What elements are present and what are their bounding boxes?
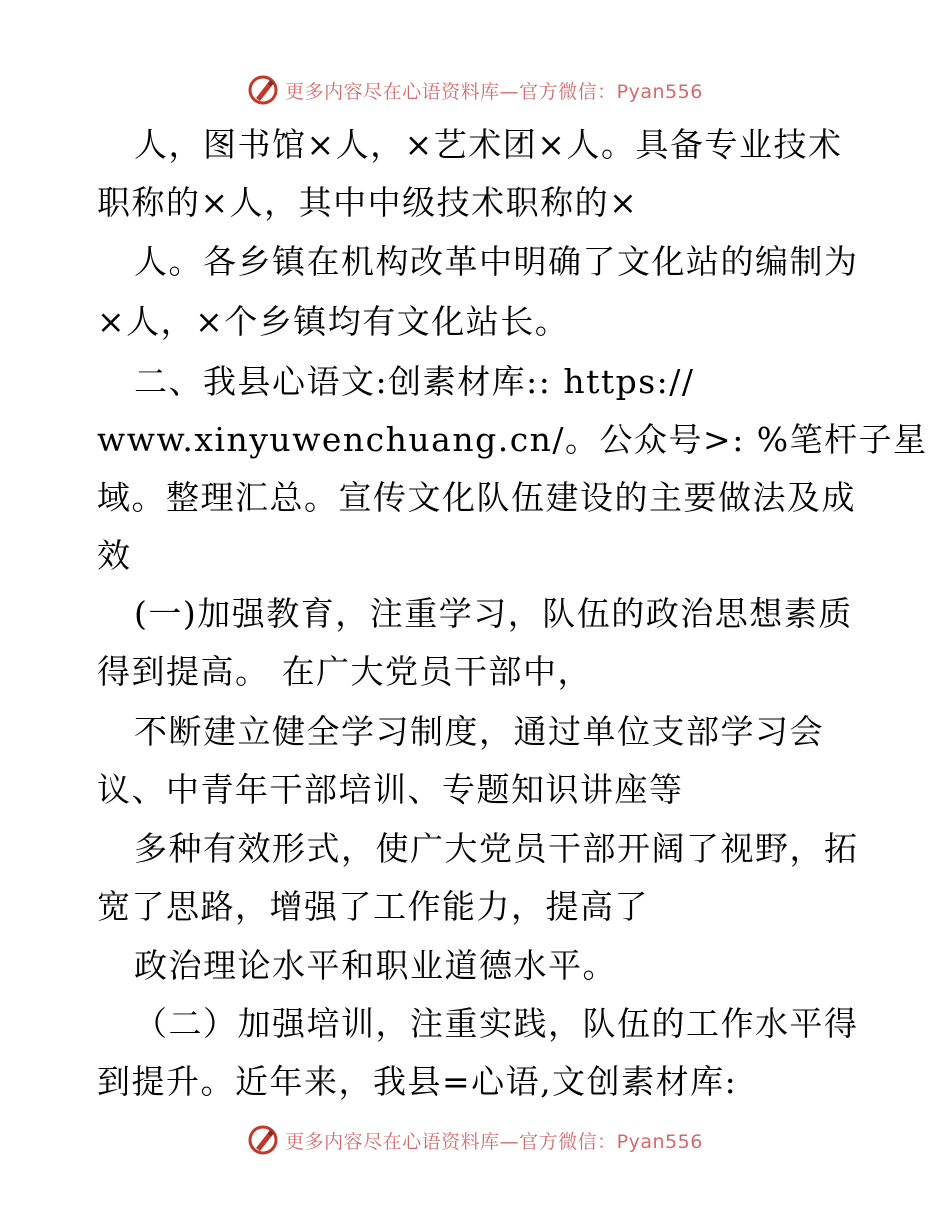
header-banner: [0, 70, 950, 110]
body-line: 多种有效形式，使广大党员干部开阔了视野，拓: [134, 829, 859, 868]
body-line: 域。整理汇总。宣传文化队伍建设的主要做法及成: [97, 478, 856, 517]
body-line: 不断建立健全学习制度，通过单位支部学习会: [134, 712, 824, 751]
body-line: ×人，×个乡镇均有文化站长。: [97, 302, 570, 341]
body-line: 人。各乡镇在机构改革中明确了文化站的编制为: [134, 242, 859, 281]
body-line: 议、中青年干部培训、专题知识讲座等: [97, 770, 684, 809]
pen-logo-icon: [247, 74, 279, 106]
footer-banner: [0, 1120, 950, 1160]
body-line: 到提升。近年来，我县=心语,文创素材库:: [97, 1062, 738, 1101]
body-line: www.xinyuwenchuang.cn/。公众号>: %笔杆子星: [97, 420, 928, 459]
footer-banner-text: 更多内容尽在心语资料库—官方微信：Pyan556: [285, 1130, 703, 1153]
body-line: （二）加强培训，注重实践，队伍的工作水平得: [134, 1004, 859, 1043]
body-line: 职称的×人，其中中级技术职称的×: [97, 183, 639, 222]
body-line: 得到提高。 在广大党员干部中，: [97, 652, 592, 691]
pen-logo-icon: [247, 1124, 279, 1156]
body-line: 人，图书馆×人，×艺术团×人。具备专业技术: [134, 125, 843, 164]
header-banner-text: 更多内容尽在心语资料库—官方微信：Pyan556: [285, 80, 703, 103]
body-line: 政治理论水平和职业道德水平。: [134, 946, 617, 985]
body-line: 宽了思路，增强了工作能力，提高了: [97, 887, 649, 926]
body-line: 二、我县心语文:创素材库:: https://: [134, 362, 695, 401]
body-line: 效: [97, 536, 132, 575]
body-line: (一)加强教育，注重学习，队伍的政治思想素质: [134, 594, 853, 633]
